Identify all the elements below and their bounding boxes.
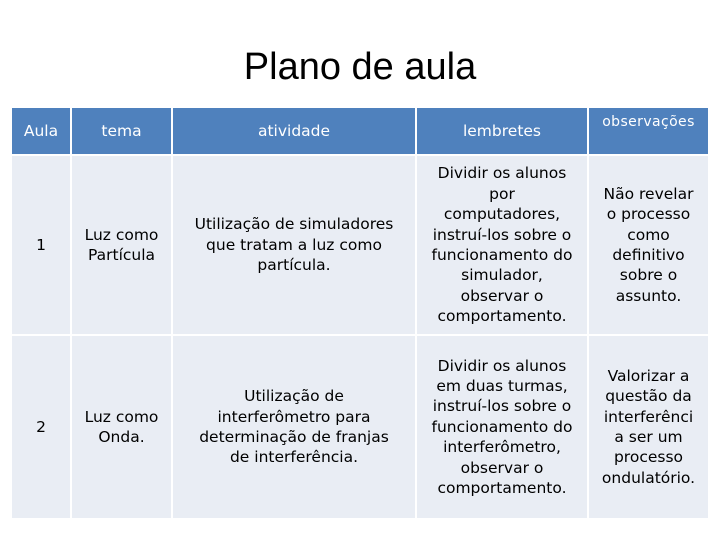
row2-observacoes: Valorizar a questão da interferênci a ser um processo ondulatório. (589, 336, 710, 520)
row2-atividade: Utilização de interferômetro para determinação de franjas de interferência. (173, 336, 417, 520)
page-title: Plano de aula (243, 46, 477, 88)
row1-atividade: Utilização de simuladores que tratam a luz como partícula. (173, 156, 417, 336)
header-observacoes: observações (589, 108, 710, 156)
lesson-plan-table (12, 108, 710, 520)
header-lembretes: lembretes (417, 108, 589, 156)
header-atividade: atividade (173, 108, 417, 156)
row2-lembretes: Dividir os alunos em duas turmas, instruí-los sobre o funcionamento do interferômetro, observar o comportamento. (417, 336, 589, 520)
row2-tema: Luz como Onda. (72, 336, 173, 520)
row2-aula: 2 (12, 336, 72, 520)
row1-observacoes: Não revelar o processo como definitivo sobre o assunto. (589, 156, 710, 336)
row1-tema: Luz como Partícula (72, 156, 173, 336)
header-aula: Aula (12, 108, 72, 156)
header-tema: tema (72, 108, 173, 156)
row1-aula: 1 (12, 156, 72, 336)
row1-lembretes: Dividir os alunos por computadores, instruí-los sobre o funcionamento do simulador, observar o comportamento. (417, 156, 589, 336)
